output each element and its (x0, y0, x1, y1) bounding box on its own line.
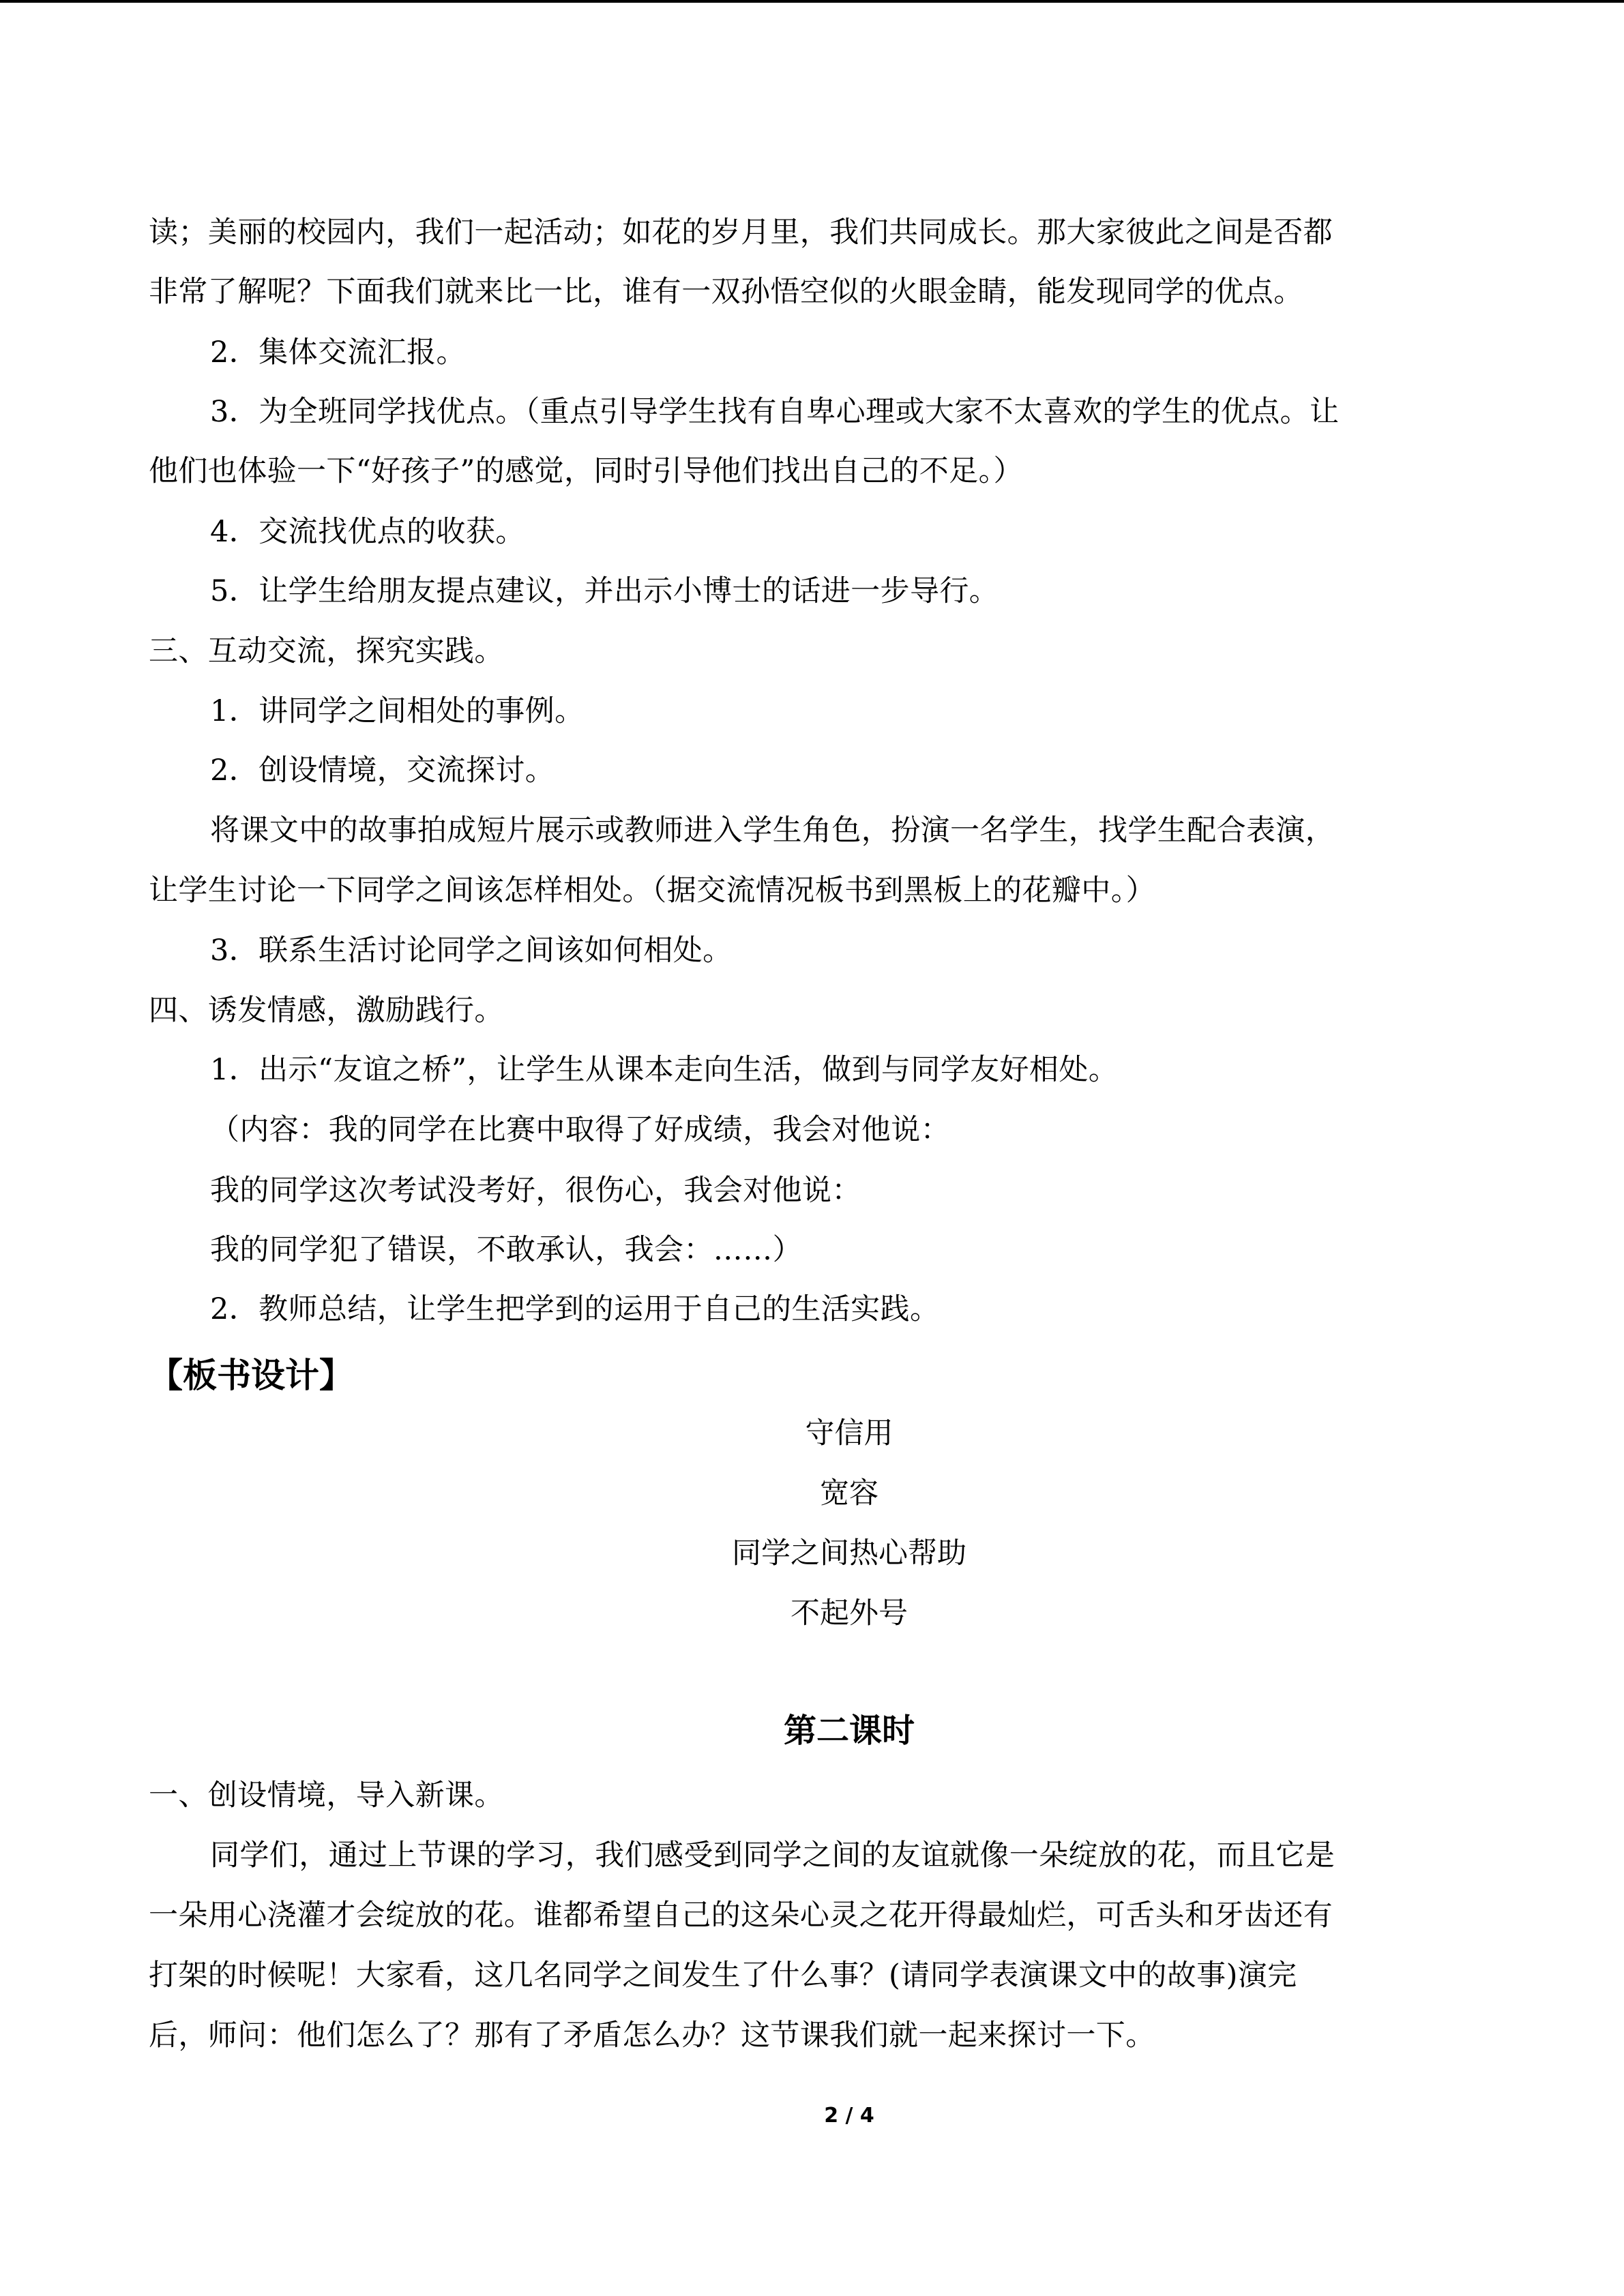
board-item: 守信用 (805, 1416, 894, 1450)
list-item: 4．交流找优点的收获。 (210, 515, 525, 549)
list-item: 2．创设情境，交流探讨。 (210, 754, 555, 788)
section-heading: 四、诱发情感，激励践行。 (149, 994, 504, 1028)
paragraph-line: 读；美丽的校园内，我们一起活动；如花的岁月里，我们共同成长。那大家彼此之间是否都 (149, 215, 1333, 250)
paragraph-line: 打架的时候呢！大家看，这几名同学之间发生了什么事？(请同学表演课文中的故事)演完 (149, 1958, 1297, 1993)
paragraph-line: （内容：我的同学在比赛中取得了好成绩，我会对他说： (210, 1113, 950, 1147)
board-item: 宽容 (820, 1476, 879, 1510)
board-item: 不起外号 (791, 1596, 908, 1630)
paragraph-line: 我的同学这次考试没考好，很伤心，我会对他说： (210, 1174, 861, 1208)
board-design-heading: 【板书设计】 (149, 1356, 353, 1395)
list-item: 2．教师总结，让学生把学到的运用于自己的生活实践。 (210, 1292, 940, 1326)
section-title: 第二课时 (783, 1712, 915, 1750)
paragraph-line: 后，师问：他们怎么了？那有了矛盾怎么办？这节课我们就一起来探讨一下。 (149, 2018, 1155, 2053)
list-item: 5．让学生给朋友提点建议，并出示小博士的话进一步导行。 (210, 574, 999, 608)
list-item: 1．讲同学之间相处的事例。 (210, 694, 585, 728)
paragraph-line: 非常了解呢？下面我们就来比一比，谁有一双孙悟空似的火眼金睛，能发现同学的优点。 (149, 275, 1303, 309)
paragraph-line: 让学生讨论一下同学之间该怎样相处。（据交流情况板书到黑板上的花瓣中。） (149, 874, 1155, 908)
top-border-rule (0, 0, 1624, 3)
paragraph-line: 他们也体验一下“好孩子”的感觉，同时引导他们找出自己的不足。） (149, 454, 1023, 488)
board-item: 同学之间热心帮助 (732, 1536, 966, 1570)
paragraph-line: 一朵用心浇灌才会绽放的花。谁都希望自己的这朵心灵之花开得最灿烂，可舌头和牙齿还有 (149, 1898, 1333, 1933)
list-item: 3．联系生活讨论同学之间该如何相处。 (210, 934, 733, 968)
paragraph-line: 我的同学犯了错误，不敢承认，我会：……） (210, 1233, 802, 1267)
paragraph-line: 同学们，通过上节课的学习，我们感受到同学之间的友谊就像一朵绽放的花，而且它是 (210, 1838, 1335, 1873)
list-item: 3．为全班同学找优点。（重点引导学生找有自卑心理或大家不太喜欢的学生的优点。让 (210, 395, 1340, 429)
page-number: 2 / 4 (824, 2104, 874, 2128)
list-item: 2．集体交流汇报。 (210, 336, 466, 370)
list-item: 1．出示“友谊之桥”，让学生从课本走向生活，做到与同学友好相处。 (210, 1053, 1119, 1087)
section-heading: 一、创设情境，导入新课。 (149, 1778, 504, 1813)
paragraph-line: 将课文中的故事拍成短片展示或教师进入学生角色，扮演一名学生，找学生配合表演， (210, 814, 1335, 848)
section-heading: 三、互动交流，探究实践。 (149, 634, 504, 668)
